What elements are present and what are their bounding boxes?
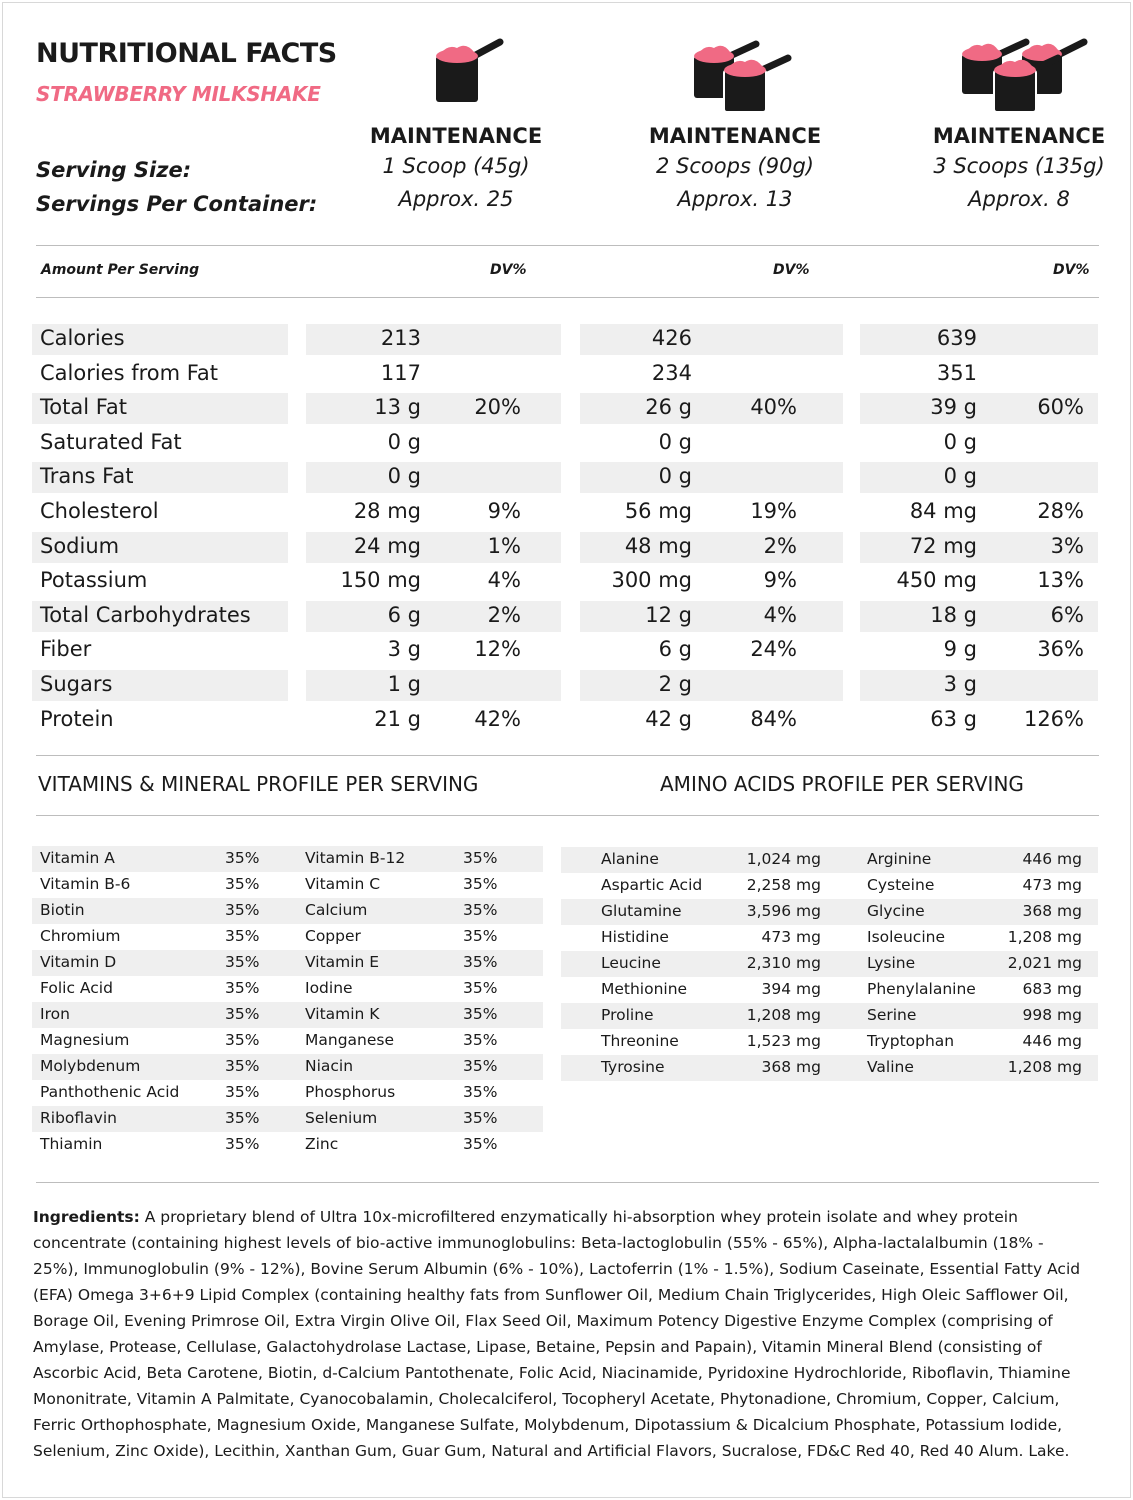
vitamin-row <box>0 1080 560 1106</box>
divider <box>36 815 1099 816</box>
serving-size-label: Serving Size: <box>36 158 192 182</box>
flavor-subtitle: STRAWBERRY MILKSHAKE <box>36 82 321 106</box>
nutrient-amount: 0 g <box>943 464 977 489</box>
column-header-3 <box>889 124 1133 211</box>
nutrient-amount: 150 mg <box>340 568 421 593</box>
nutrition-row <box>0 635 1133 666</box>
amino-amount: 998 mg <box>1022 1006 1082 1024</box>
amino-name: Tyrosine <box>601 1058 665 1076</box>
nutrient-name: Protein <box>40 706 114 731</box>
nutrient-amount: 0 g <box>387 464 421 489</box>
amino-row <box>0 1003 1133 1029</box>
vitamin-name: Panthothenic Acid <box>40 1083 180 1101</box>
nutrient-dv: 13% <box>1037 568 1084 593</box>
vitamin-dv: 35% <box>463 953 498 971</box>
vitamin-name: Calcium <box>305 901 368 919</box>
nutrition-row <box>0 532 1133 563</box>
nutrient-amount: 42 g <box>645 706 692 731</box>
nutrient-amount: 0 g <box>658 429 692 454</box>
nutrient-amount: 0 g <box>658 464 692 489</box>
nutrient-amount: 213 <box>380 326 421 350</box>
servings-per-container-value: Approx. 25 <box>398 187 514 211</box>
vitamin-dv: 35% <box>463 875 498 893</box>
nutrient-amount: 26 g <box>645 395 692 420</box>
amino-row <box>0 951 1133 977</box>
amino-row <box>0 1029 1133 1055</box>
nutrient-amount: 56 mg <box>624 499 692 523</box>
vitamin-dv: 35% <box>225 1135 260 1153</box>
nutrient-amount: 84 mg <box>909 499 977 523</box>
vitamin-name: Vitamin E <box>305 953 380 971</box>
vitamin-dv: 35% <box>225 927 260 945</box>
dv-header-2: DV% <box>773 262 810 278</box>
divider <box>36 245 1099 246</box>
vitamin-dv: 35% <box>225 1083 260 1101</box>
nutrition-row <box>0 670 1133 701</box>
amino-name: Histidine <box>601 928 669 946</box>
nutrient-dv: 6% <box>1050 602 1084 627</box>
nutrient-name: Sugars <box>40 672 113 696</box>
amino-row <box>0 873 1133 899</box>
nutrient-amount: 2 g <box>658 672 692 696</box>
vitamin-name: Thiamin <box>40 1135 103 1153</box>
vitamin-name: Molybdenum <box>40 1057 141 1075</box>
amino-name: Aspartic Acid <box>601 876 703 894</box>
vitamin-dv: 35% <box>463 927 498 945</box>
vitamin-dv: 35% <box>225 979 260 997</box>
nutrient-amount: 426 <box>651 326 692 350</box>
nutrient-amount: 13 g <box>374 395 421 420</box>
divider <box>36 1182 1099 1183</box>
amino-name: Glutamine <box>601 902 682 920</box>
nutrient-dv: 126% <box>1023 706 1084 731</box>
vitamin-name: Zinc <box>305 1135 339 1153</box>
vitamin-dv: 35% <box>463 849 498 867</box>
one-scoop-icon <box>430 38 510 108</box>
amino-amount: 1,208 mg <box>746 1006 821 1024</box>
nutrient-dv: 2% <box>763 533 797 558</box>
vitamin-dv: 35% <box>463 901 498 919</box>
nutrient-dv: 2% <box>487 602 521 627</box>
vitamin-dv: 35% <box>225 1109 260 1127</box>
nutrient-amount: 1 g <box>387 672 421 696</box>
nutrient-amount: 3 g <box>943 672 977 696</box>
vitamin-row <box>0 1132 560 1158</box>
amino-amount: 446 mg <box>1022 850 1082 868</box>
vitamin-name: Iodine <box>305 979 353 997</box>
nutrient-dv: 42% <box>474 706 521 731</box>
nutrient-dv: 19% <box>750 499 797 523</box>
vitamin-name: Riboflavin <box>40 1109 117 1127</box>
amino-amount: 1,523 mg <box>746 1032 821 1050</box>
divider <box>36 755 1099 756</box>
amino-amount: 2,258 mg <box>746 876 821 894</box>
plan-label: MAINTENANCE <box>648 124 822 148</box>
amino-amount: 1,208 mg <box>1007 928 1082 946</box>
amino-name: Tryptophan <box>867 1032 955 1050</box>
amino-amount: 1,208 mg <box>1007 1058 1082 1076</box>
nutrient-dv: 3% <box>1050 533 1084 558</box>
vitamin-name: Niacin <box>305 1057 354 1075</box>
nutrient-amount: 9 g <box>943 637 977 662</box>
three-scoops-icon <box>960 38 1090 116</box>
vitamin-dv: 35% <box>225 849 260 867</box>
vitamin-dv: 35% <box>225 901 260 919</box>
servings-per-container-value: Approx. 13 <box>677 187 793 211</box>
amino-amount: 473 mg <box>1022 876 1082 894</box>
amino-name: Glycine <box>867 902 925 920</box>
nutrient-dv: 4% <box>487 568 521 593</box>
vitamin-dv: 35% <box>463 1031 498 1049</box>
amino-name: Threonine <box>601 1032 679 1050</box>
nutrient-amount: 6 g <box>387 602 421 627</box>
nutrient-dv: 20% <box>474 395 521 420</box>
nutrient-name: Fiber <box>40 637 92 662</box>
vitamin-dv: 35% <box>225 953 260 971</box>
nutrient-name: Total Fat <box>40 395 127 420</box>
amino-name: Isoleucine <box>867 928 945 946</box>
ingredients-text <box>33 1204 1093 1464</box>
nutrient-dv: 9% <box>487 499 521 523</box>
amino-amount: 1,024 mg <box>746 850 821 868</box>
nutrition-row <box>0 324 1133 355</box>
nutrient-amount: 24 mg <box>353 533 421 558</box>
vitamin-dv: 35% <box>463 1057 498 1075</box>
amino-amount: 368 mg <box>1022 902 1082 920</box>
nutrient-name: Calories <box>40 326 125 350</box>
vitamin-name: Biotin <box>40 901 85 919</box>
amino-name: Alanine <box>601 850 659 868</box>
nutrient-name: Total Carbohydrates <box>40 602 251 627</box>
amino-title: AMINO ACIDS PROFILE PER SERVING <box>660 772 1024 796</box>
nutrient-name: Saturated Fat <box>40 429 182 454</box>
nutrient-name: Cholesterol <box>40 499 159 523</box>
vitamin-row <box>0 1106 560 1132</box>
amino-row <box>0 847 1133 873</box>
nutrition-row <box>0 566 1133 597</box>
vitamin-dv: 35% <box>463 1005 498 1023</box>
vitamin-name: Chromium <box>40 927 121 945</box>
amino-amount: 2,021 mg <box>1007 954 1082 972</box>
nutrient-dv: 4% <box>763 602 797 627</box>
nutrient-name: Calories from Fat <box>40 360 219 385</box>
nutrient-amount: 6 g <box>658 637 692 662</box>
nutrient-dv: 1% <box>487 533 521 558</box>
vitamin-dv: 35% <box>225 875 260 893</box>
nutrition-row <box>0 601 1133 632</box>
nutrition-row <box>0 462 1133 493</box>
nutrient-dv: 60% <box>1037 395 1084 420</box>
page-title: NUTRITIONAL FACTS <box>36 38 337 69</box>
nutrition-row <box>0 497 1133 528</box>
vitamin-dv: 35% <box>463 1109 498 1127</box>
nutrition-row <box>0 359 1133 390</box>
amino-amount: 3,596 mg <box>746 902 821 920</box>
column-header-1 <box>326 124 586 211</box>
vitamin-dv: 35% <box>225 1057 260 1075</box>
vitamin-name: Vitamin B-6 <box>40 875 131 893</box>
nutrient-name: Trans Fat <box>40 464 134 489</box>
amino-amount: 446 mg <box>1022 1032 1082 1050</box>
amino-name: Leucine <box>601 954 661 972</box>
amino-amount: 2,310 mg <box>746 954 821 972</box>
nutrient-amount: 234 <box>651 360 692 385</box>
ingredients-body: A proprietary blend of Ultra 10x-microfiltered enzymatically hi-absorption whey protein isolate and whey protein concentrate (containing highest levels of bio-active immunoglobulins: Beta-lactoglobulin (55% - 65%), Alpha-lactalalbumin (18% - 25%), Immunoglobulin (9% - 12%), Bovine Serum Albumin (6% - 10%), Lactoferrin (1% - 1.5%), Sodium Caseinate, Essential Fatty Acid (EFA) Omega 3+6+9 Lipid Complex (containing healthy fats from Sunflower Oil, Medium Chain Triglycerides, High Oleic Safflower Oil, Borage Oil, Evening Primrose Oil, Extra Virgin Olive Oil, Flax Seed Oil, Maximum Potency Digestive Enzyme Complex (comprising of Amylase, Protease, Cellulase, Galactohydrolase Lactase, Lipase, Betaine, Pepsin and Papain), Vitamin Mineral Blend (consisting of Ascorbic Acid, Beta Carotene, Biotin, d-Calcium Pantothenate, Folic Acid, Niacinamide, Pyridoxine Hydrochloride, Riboflavin, Thiamine Mononitrate, Vitamin A Palmitate, Cyanocobalamin, Cholecalciferol, Tocopheryl Acetate, Phytonadione, Chromium, Copper, Calcium, Ferric Orthophosphate, Magnesium Oxide, Manganese Sulfate, Molybdenum, Dipotassium & Dicalcium Phosphate, Potassium Iodide, Selenium, Zinc Oxide), Lecithin, Xanthan Gum, Guar Gum, Natural and Artificial Flavors, Sucralose, FD&C Red 40, Red 40 Alum. Lake. <box>33 1208 1081 1460</box>
nutrient-amount: 48 mg <box>624 533 692 558</box>
nutrient-dv: 12% <box>474 637 521 662</box>
nutrient-amount: 0 g <box>387 429 421 454</box>
vitamin-name: Vitamin C <box>305 875 381 893</box>
vitamin-name: Phosphorus <box>305 1083 396 1101</box>
amino-row <box>0 899 1133 925</box>
amino-row <box>0 925 1133 951</box>
nutrient-dv: 84% <box>750 706 797 731</box>
amino-amount: 394 mg <box>761 980 821 998</box>
amino-amount: 473 mg <box>761 928 821 946</box>
amino-row <box>0 1055 1133 1081</box>
nutrient-amount: 63 g <box>930 706 977 731</box>
nutrient-amount: 351 <box>936 360 977 385</box>
vitamin-name: Vitamin D <box>40 953 117 971</box>
amino-amount: 683 mg <box>1022 980 1082 998</box>
amino-name: Proline <box>601 1006 654 1024</box>
amino-amount: 368 mg <box>761 1058 821 1076</box>
vitamin-dv: 35% <box>225 1005 260 1023</box>
nutrient-dv: 40% <box>750 395 797 420</box>
vitamin-name: Manganese <box>305 1031 395 1049</box>
dv-header-1: DV% <box>490 262 527 278</box>
nutrient-amount: 0 g <box>943 429 977 454</box>
amino-name: Arginine <box>867 850 932 868</box>
nutrient-amount: 450 mg <box>896 568 977 593</box>
vitamin-name: Magnesium <box>40 1031 130 1049</box>
vitamin-name: Selenium <box>305 1109 378 1127</box>
nutrient-dv: 28% <box>1037 499 1084 523</box>
vitamin-name: Copper <box>305 927 361 945</box>
vitamin-name: Vitamin A <box>40 849 115 867</box>
amino-name: Serine <box>867 1006 917 1024</box>
nutrient-name: Potassium <box>40 568 148 593</box>
vitamin-dv: 35% <box>463 1135 498 1153</box>
vitamins-title: VITAMINS & MINERAL PROFILE PER SERVING <box>38 772 479 796</box>
nutrient-amount: 21 g <box>374 706 421 731</box>
nutrient-amount: 39 g <box>930 395 977 420</box>
amino-name: Valine <box>867 1058 914 1076</box>
nutrient-name: Sodium <box>40 533 120 558</box>
nutrient-dv: 24% <box>750 637 797 662</box>
nutrient-amount: 72 mg <box>909 533 977 558</box>
amino-name: Lysine <box>867 954 916 972</box>
ingredients-label: Ingredients: <box>33 1208 140 1226</box>
two-scoops-icon <box>690 40 800 115</box>
nutrition-row <box>0 705 1133 736</box>
dv-header-3: DV% <box>1053 262 1090 278</box>
vitamin-name: Vitamin K <box>305 1005 380 1023</box>
amino-name: Phenylalanine <box>867 980 976 998</box>
nutrient-amount: 639 <box>936 326 977 350</box>
vitamin-name: Iron <box>40 1005 70 1023</box>
nutrient-amount: 12 g <box>645 602 692 627</box>
amino-name: Methionine <box>601 980 688 998</box>
nutrient-dv: 36% <box>1037 637 1084 662</box>
plan-label: MAINTENANCE <box>932 124 1106 148</box>
nutrient-amount: 3 g <box>387 637 421 662</box>
nutrient-amount: 300 mg <box>611 568 692 593</box>
nutrient-dv: 9% <box>763 568 797 593</box>
nutrient-amount: 28 mg <box>353 499 421 523</box>
amount-per-serving-label: Amount Per Serving <box>41 262 200 278</box>
servings-per-container-label: Servings Per Container: <box>36 192 318 216</box>
vitamin-name: Vitamin B-12 <box>305 849 406 867</box>
vitamin-dv: 35% <box>225 1031 260 1049</box>
nutrition-row <box>0 428 1133 459</box>
amino-row <box>0 977 1133 1003</box>
vitamin-name: Folic Acid <box>40 979 113 997</box>
divider <box>36 297 1099 298</box>
serving-size-value: 3 Scoops (135g) <box>933 154 1105 178</box>
vitamin-dv: 35% <box>463 1083 498 1101</box>
serving-size-value: 2 Scoops (90g) <box>656 154 814 178</box>
servings-per-container-value: Approx. 8 <box>968 187 1070 211</box>
serving-size-value: 1 Scoop (45g) <box>382 154 530 178</box>
nutrition-row <box>0 393 1133 424</box>
vitamin-dv: 35% <box>463 979 498 997</box>
column-header-2 <box>605 124 865 211</box>
nutrient-amount: 117 <box>380 360 421 385</box>
amino-name: Cysteine <box>867 876 935 894</box>
nutrient-amount: 18 g <box>930 602 977 627</box>
plan-label: MAINTENANCE <box>369 124 543 148</box>
